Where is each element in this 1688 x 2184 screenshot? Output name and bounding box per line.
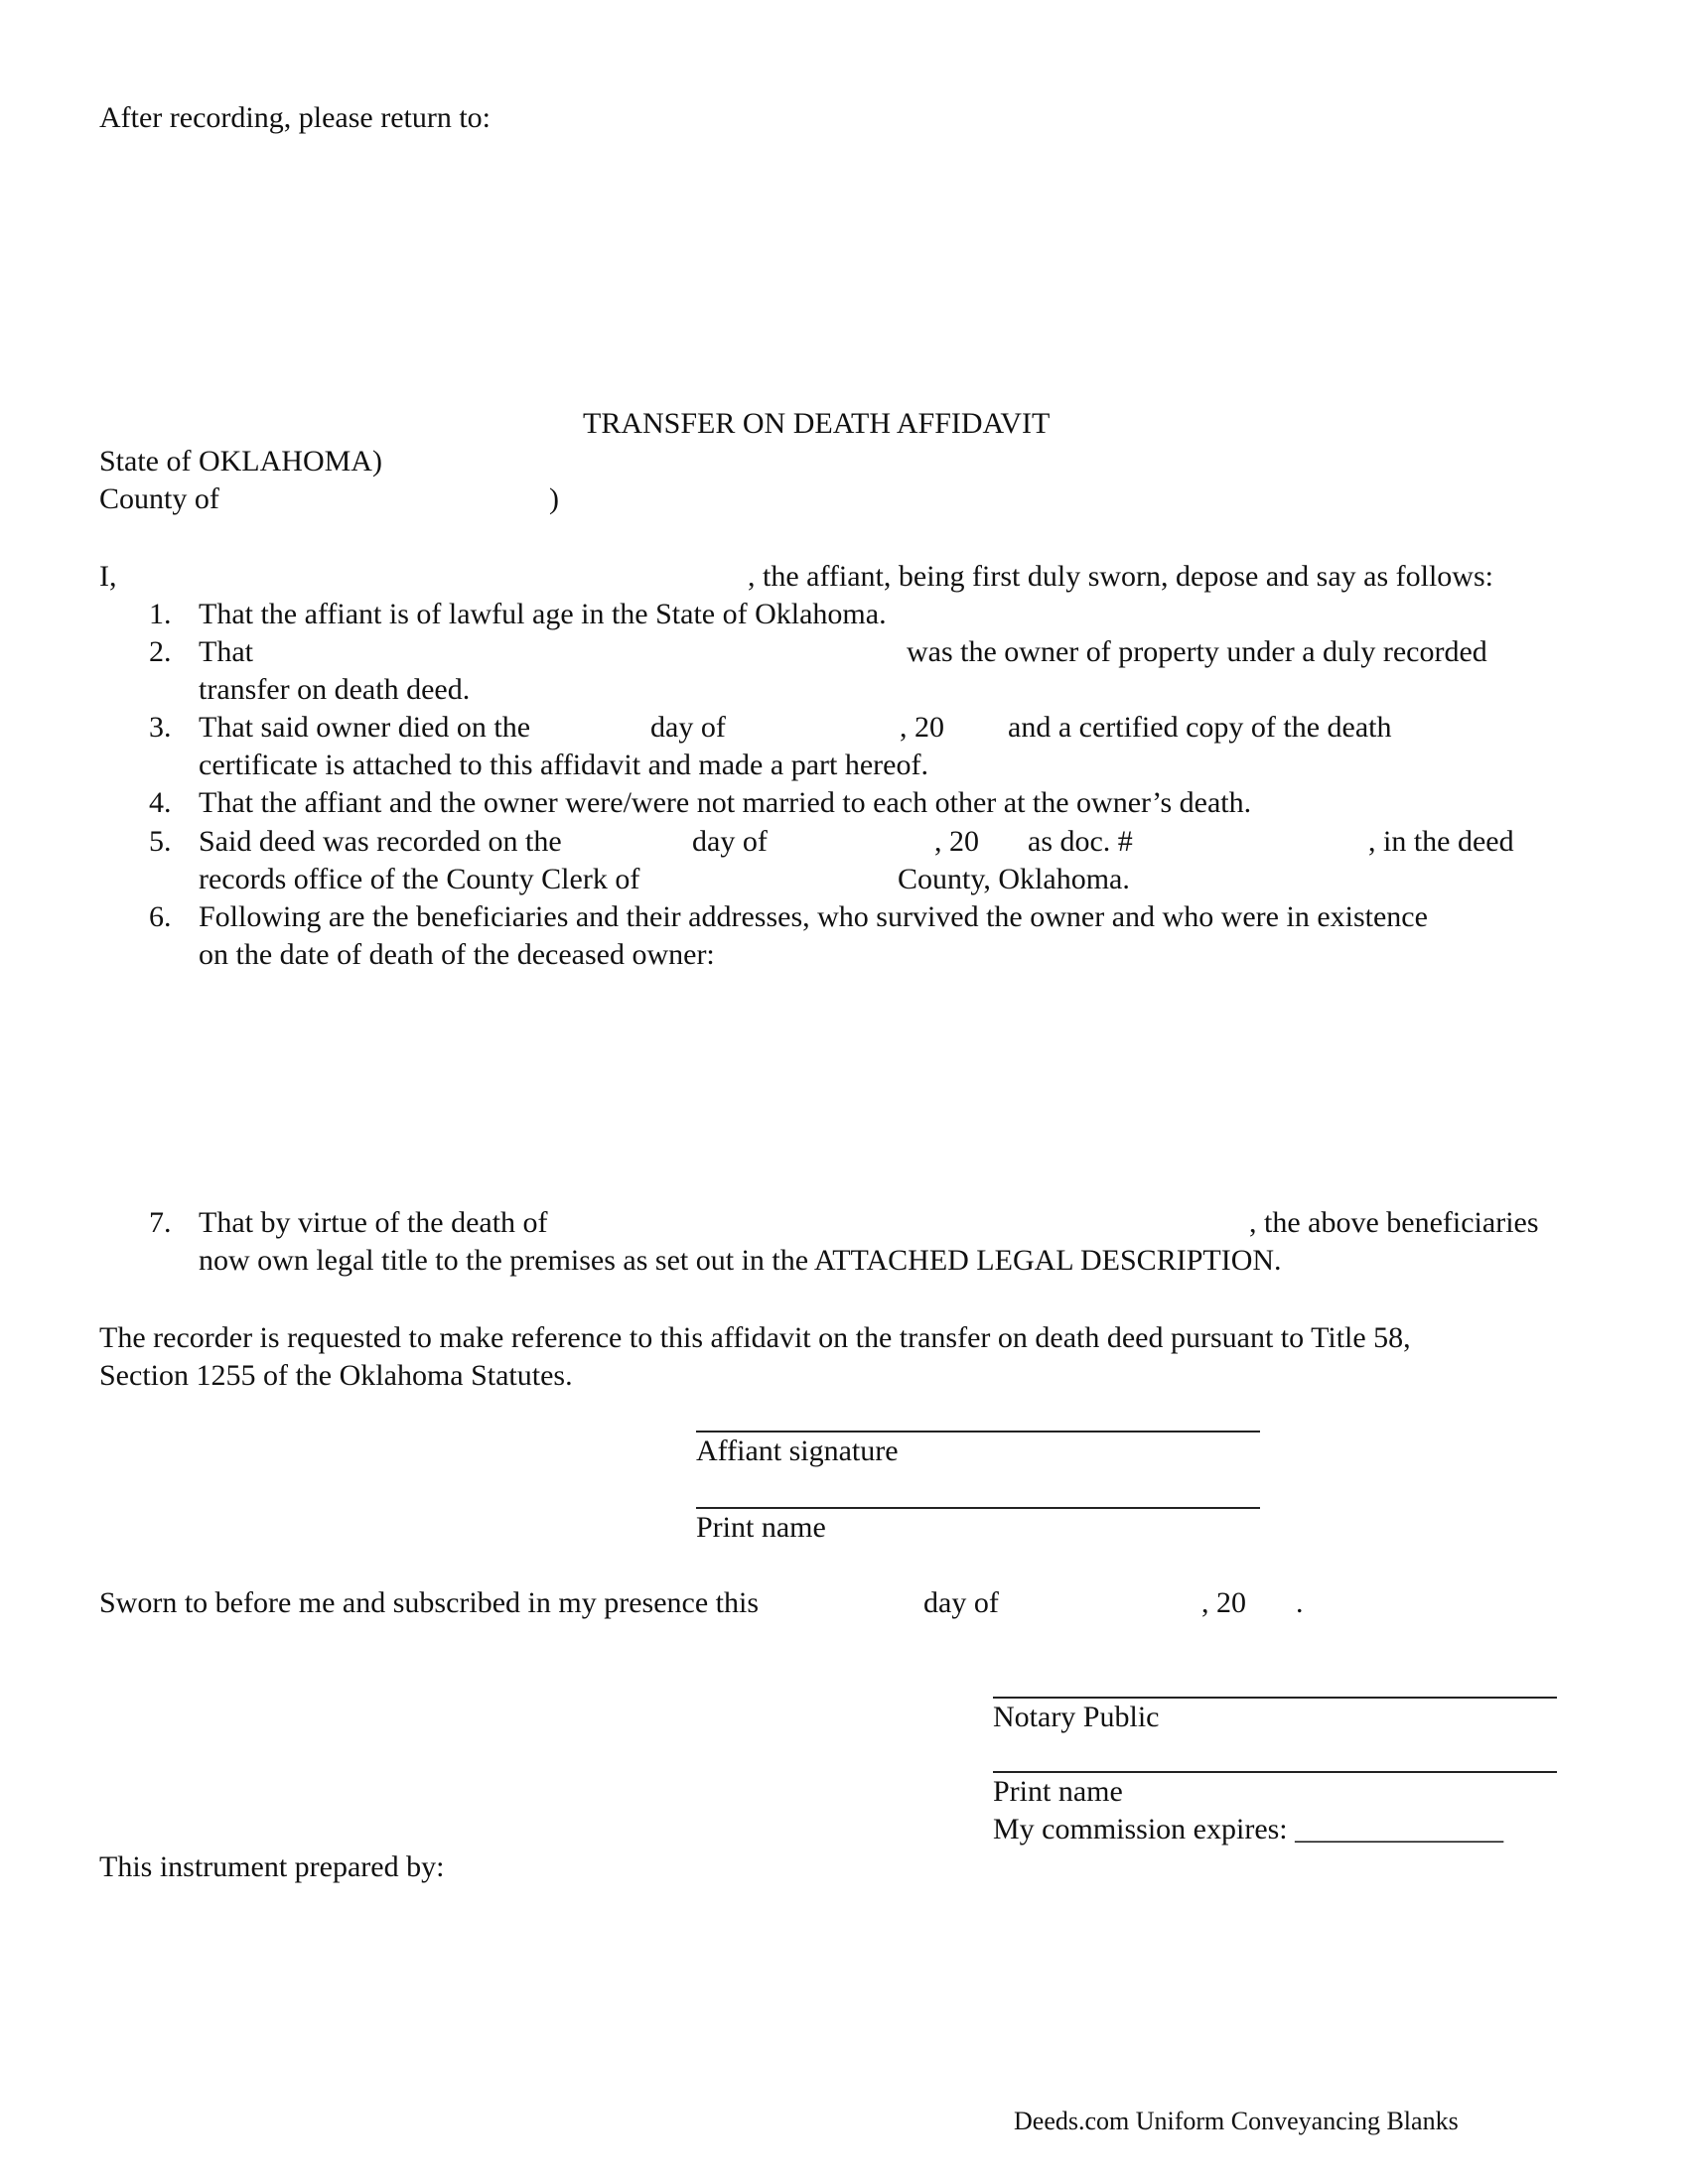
item-1-text: That the affiant is of lawful age in the State of Oklahoma. [199,598,887,630]
document-title: TRANSFER ON DEATH AFFIDAVIT [583,407,1051,440]
sworn-text-b: day of [923,1586,999,1619]
affiant-signature-label: Affiant signature [696,1434,899,1467]
item-5-text-c: , 20 [934,825,979,858]
sworn-text-d: . [1296,1586,1304,1619]
item-5-text-e: , in the deed [1368,825,1514,858]
item-3-text-a: That said owner died on the [199,711,531,744]
venue-county-label: County of [99,482,219,515]
item-3-number: 3. [149,711,172,744]
return-to-label: After recording, please return to: [99,101,491,134]
item-7-text-a: That by virtue of the death of [199,1206,548,1239]
item-3-text-e: certificate is attached to this affidavit and made a part hereof. [199,749,928,781]
item-3-text-c: , 20 [900,711,944,744]
footer-credit: Deeds.com Uniform Conveyancing Blanks [1014,2107,1459,2135]
item-5-text-a: Said deed was recorded on the [199,825,562,858]
recorder-line-2: Section 1255 of the Oklahoma Statutes. [99,1359,573,1392]
sworn-text-a: Sworn to before me and subscribed in my presence this [99,1586,759,1619]
item-5-text-b: day of [692,825,768,858]
notary-print-name-label: Print name [993,1775,1123,1808]
sworn-text-c: , 20 [1201,1586,1246,1619]
notary-commission-expires: My commission expires: ______________ [993,1813,1504,1845]
item-6-number: 6. [149,900,172,933]
item-3-text-d: and a certified copy of the death [1008,711,1392,744]
item-6-text-b: on the date of death of the deceased owner: [199,938,715,971]
venue-county-paren: ) [549,482,559,515]
item-5-text-f: records office of the County Clerk of [199,863,640,895]
item-2-text-a: That [199,635,253,668]
item-4-text: That the affiant and the owner were/were not married to each other at the owner’s death. [199,786,1252,819]
item-6-text-a: Following are the beneficiaries and their addresses, who survived the owner and who were in existence [199,900,1428,933]
item-1-number: 1. [149,598,172,630]
intro-suffix: , the affiant, being first duly sworn, depose and say as follows: [748,560,1493,593]
affiant-print-name-label: Print name [696,1511,826,1544]
item-3-text-b: day of [650,711,726,744]
item-2-number: 2. [149,635,172,668]
venue-state: State of OKLAHOMA) [99,445,382,478]
item-2-text-b: was the owner of property under a duly recorded [907,635,1487,668]
item-2-text-c: transfer on death deed. [199,673,471,706]
notary-public-label: Notary Public [993,1701,1160,1733]
item-5-number: 5. [149,825,172,858]
item-5-text-g: County, Oklahoma. [898,863,1130,895]
prepared-by-label: This instrument prepared by: [99,1850,445,1883]
item-7-text-c: now own legal title to the premises as set out in the ATTACHED LEGAL DESCRIPTION. [199,1244,1282,1277]
item-7-text-b: , the above beneficiaries [1249,1206,1539,1239]
item-4-number: 4. [149,786,172,819]
intro-prefix: I, [99,560,117,593]
item-7-number: 7. [149,1206,172,1239]
item-5-text-d: as doc. # [1028,825,1133,858]
recorder-line-1: The recorder is requested to make reference to this affidavit on the transfer on death deed pursuant to Title 58, [99,1321,1411,1354]
